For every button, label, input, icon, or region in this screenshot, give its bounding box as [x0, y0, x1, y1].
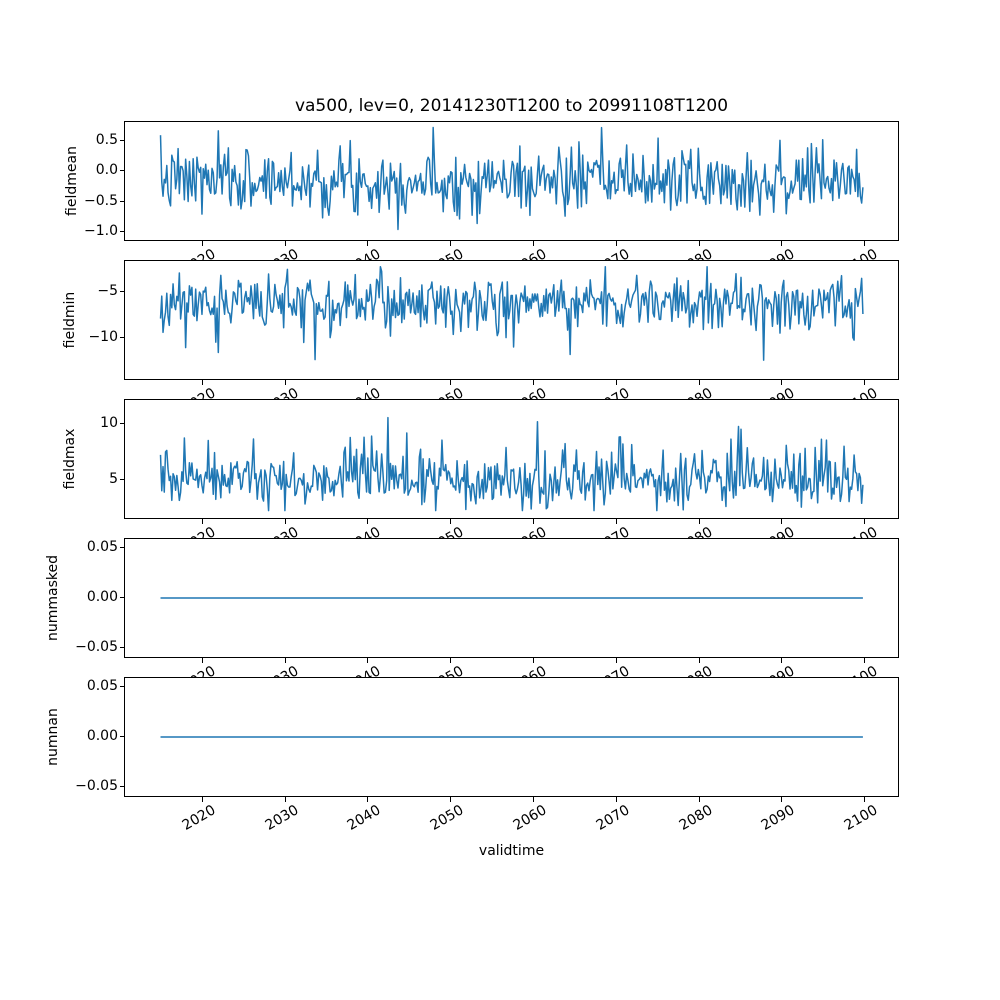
x-tickmark [367, 797, 368, 802]
y-tickmark [120, 736, 125, 737]
x-tickmark [616, 241, 617, 246]
x-tickmark [616, 797, 617, 802]
x-tickmark [367, 519, 368, 524]
x-tickmark [699, 519, 700, 524]
x-tickmark [699, 241, 700, 246]
x-tickmark [864, 519, 865, 524]
x-tickmark [202, 797, 203, 802]
x-tickmark [285, 797, 286, 802]
y-tickmark [120, 786, 125, 787]
y-axis-label-fieldmax: fieldmax [62, 428, 78, 490]
x-tickmark [533, 519, 534, 524]
x-tickmark [285, 658, 286, 663]
x-tickmark [864, 241, 865, 246]
x-tickmark [781, 797, 782, 802]
y-tick-label: 0.0 [95, 162, 118, 178]
y-tickmark [120, 170, 125, 171]
x-tickmark [616, 380, 617, 385]
x-tick-label: 2020 [179, 802, 219, 834]
x-tickmark [781, 241, 782, 246]
data-line-fieldmax [125, 400, 898, 518]
x-tickmark [616, 519, 617, 524]
y-tick-label: 0.00 [86, 589, 118, 605]
y-tick-label: −0.05 [75, 778, 118, 794]
x-tickmark [864, 797, 865, 802]
x-tickmark [285, 241, 286, 246]
x-tickmark [781, 658, 782, 663]
x-tickmark [699, 380, 700, 385]
x-tickmark [202, 519, 203, 524]
y-tick-label: −0.05 [75, 639, 118, 655]
x-tickmark [533, 797, 534, 802]
x-tickmark [450, 658, 451, 663]
y-tick-label: −0.5 [84, 193, 118, 209]
y-tick-label: 0.05 [86, 539, 118, 555]
y-tick-label: 0.00 [86, 728, 118, 744]
y-axis-label-nummasked: nummasked [45, 555, 61, 642]
x-tickmark [450, 797, 451, 802]
x-tickmark [202, 380, 203, 385]
data-line-fieldmin [125, 261, 898, 379]
y-tickmark [120, 423, 125, 424]
x-tickmark [699, 797, 700, 802]
y-tickmark [120, 547, 125, 548]
y-tickmark [120, 337, 125, 338]
y-tick-label: −10 [88, 329, 118, 345]
x-tick-label: 2090 [758, 802, 798, 834]
x-tickmark [699, 658, 700, 663]
data-line-numnan [125, 678, 898, 796]
y-tickmark [120, 291, 125, 292]
y-tick-label: −5 [97, 283, 118, 299]
x-tickmark [285, 519, 286, 524]
y-tick-label: 0.5 [95, 132, 118, 148]
x-tick-label: 2100 [841, 802, 881, 834]
x-tick-label: 2060 [510, 802, 550, 834]
x-tick-label: 2080 [676, 802, 716, 834]
y-tickmark [120, 647, 125, 648]
x-tickmark [450, 241, 451, 246]
x-tickmark [864, 380, 865, 385]
y-tickmark [120, 597, 125, 598]
x-tickmark [616, 658, 617, 663]
y-tickmark [120, 140, 125, 141]
x-tickmark [450, 380, 451, 385]
y-tick-label: −1.0 [84, 223, 118, 239]
x-tickmark [533, 658, 534, 663]
x-tickmark [864, 658, 865, 663]
x-tick-label: 2050 [427, 802, 467, 834]
x-tickmark [367, 658, 368, 663]
y-tick-label: 10 [100, 415, 118, 431]
y-tickmark [120, 231, 125, 232]
x-tick-label: 2040 [344, 802, 384, 834]
x-tickmark [781, 519, 782, 524]
x-axis-label: validtime [478, 843, 545, 859]
y-tick-label: 5 [109, 471, 118, 487]
x-tickmark [450, 519, 451, 524]
x-tickmark [367, 241, 368, 246]
y-axis-label-fieldmin: fieldmin [62, 291, 78, 349]
x-tickmark [533, 380, 534, 385]
data-line-fieldmean [125, 122, 898, 240]
x-tickmark [202, 241, 203, 246]
x-tick-label: 2070 [593, 802, 633, 834]
data-line-nummasked [125, 539, 898, 657]
x-tickmark [202, 658, 203, 663]
y-tickmark [120, 201, 125, 202]
y-axis-label-numnan: numnan [45, 708, 61, 766]
x-tickmark [533, 241, 534, 246]
y-axis-label-fieldmean: fieldmean [64, 146, 80, 216]
y-tickmark [120, 686, 125, 687]
x-tickmark [781, 380, 782, 385]
y-tick-label: 0.05 [86, 678, 118, 694]
x-tickmark [367, 380, 368, 385]
x-tickmark [285, 380, 286, 385]
chart-title: va500, lev=0, 20141230T1200 to 20991108T1200 [294, 96, 729, 116]
x-tick-label: 2030 [262, 802, 302, 834]
y-tickmark [120, 479, 125, 480]
